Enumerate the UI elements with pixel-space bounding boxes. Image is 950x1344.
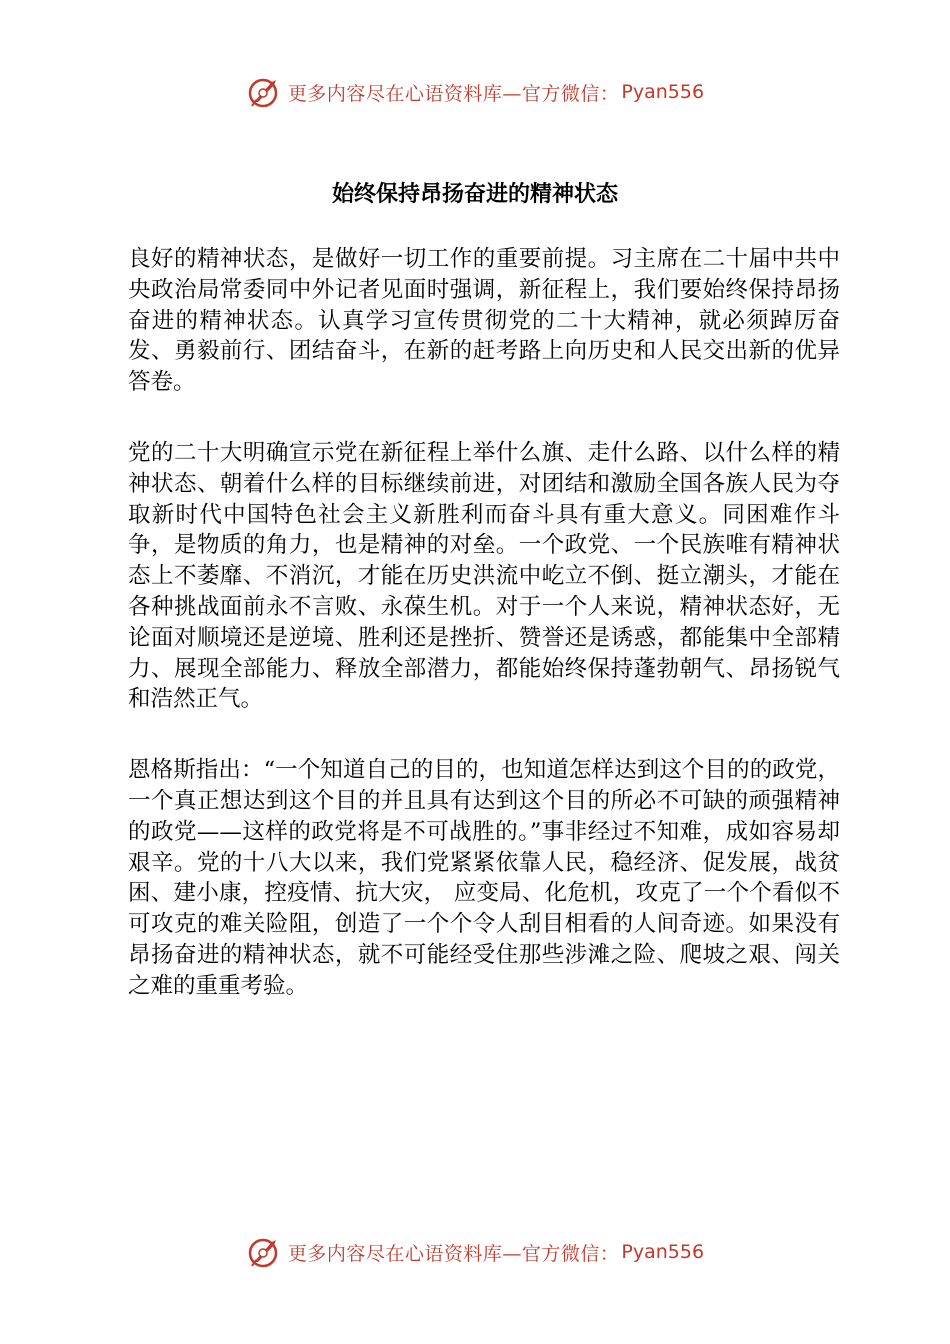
header-watermark [0,72,950,112]
paragraph-3: 恩格斯指出：“一个知道自己的目的，也知道怎样达到这个目的的政党，一个真正想达到这个目的并且具有达到这个目的所必不可缺的顽强精神的政党——这样的政党将是不可战胜的。”事非经过不知难，成如容易却艰辛。党的十八大以来，我们党紧紧依靠人民，稳经济、促发展，战贫困、建小康，控疫情、抗大灾， 应变局、化危机，攻克了一个个看似不可攻克的难关险阻，创造了一个个令人刮目相看的人间奇迹。如果没有昂扬奋进的精神状态，就不可能经受住那些涉滩之险、爬坡之艰、闯关之难的重重考验。 [128,757,840,999]
paragraph-2: 党的二十大明确宣示党在新征程上举什么旗、走什么路、以什么样的精神状态、朝着什么样的目标继续前进，对团结和激励全国各族人民为夺取新时代中国特色社会主义新胜利而奋斗具有重大意义。同困难作斗争，是物质的角力，也是精神的对垒。一个政党、一个民族唯有精神状态上不萎靡、不消沉，才能在历史洪流中屹立不倒、挺立潮头，才能在各种挑战面前永不言败、永葆生机。对于一个人来说，精神状态好，无论面对顺境还是逆境、胜利还是挫折、赞誉还是诱惑，都能集中全部精力、展现全部能力、释放全部潜力，都能始终保持蓬勃朝气、昂扬锐气和浩然正气。 [128,439,840,713]
watermark-text: 更多内容尽在心语资料库—官方微信： [287,82,620,105]
watermark-wechat-id: Pyan556 [621,81,705,103]
watermark-text: 更多内容尽在心语资料库—官方微信： [287,1242,620,1265]
quill-pen-logo-icon [246,1234,282,1270]
footer-watermark [0,1232,950,1272]
document-title: 始终保持昂扬奋进的精神状态 [331,182,618,207]
quill-pen-logo-icon [246,74,282,110]
document-body [128,244,840,1042]
watermark-wechat-id: Pyan556 [621,1241,705,1263]
paragraph-1: 良好的精神状态，是做好一切工作的重要前提。习主席在二十届中共中央政治局常委同中外记者见面时强调，新征程上，我们要始终保持昂扬奋进的精神状态。认真学习宣传贯彻党的二十大精神，就必须踔厉奋发、勇毅前行、团结奋斗，在新的赶考路上向历史和人民交出新的优异答卷。 [128,246,840,396]
